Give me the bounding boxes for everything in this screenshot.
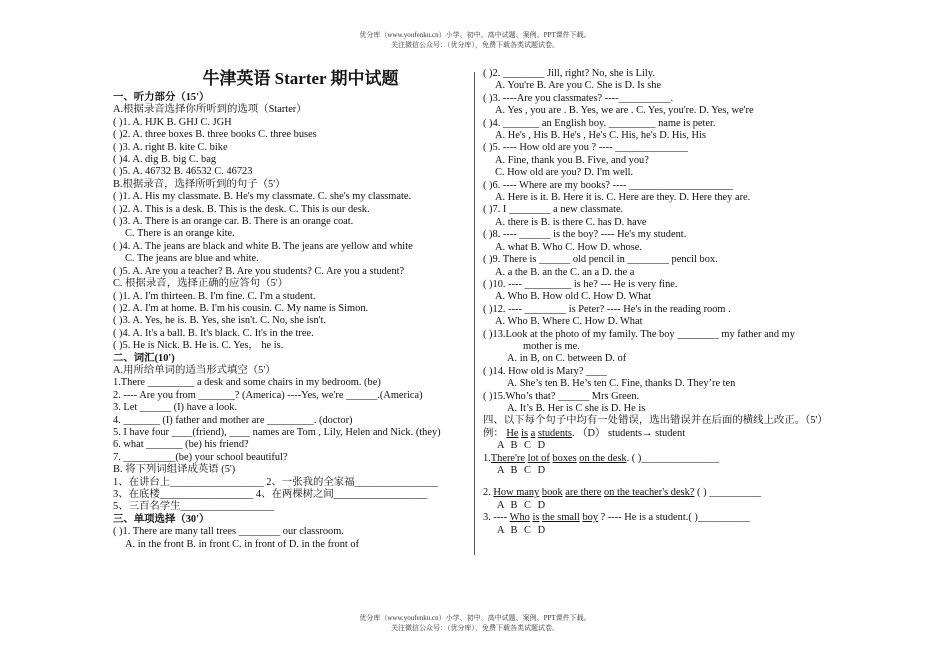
correction-question-2	[483, 487, 843, 499]
question-line: 3. Let ______ (I) have a look.	[113, 402, 238, 414]
question-line: 2. ---- Are you from _______? (America) ----Yes, we're ______.(America)	[113, 389, 423, 401]
option-line: A. Yes , you are . B. Yes, we are . C. Yes, you're. D. Yes, we're	[495, 105, 754, 117]
question-line: ( )5. A. Are you a teacher? B. Are you students? C. Are you a student?	[113, 265, 405, 277]
correction-question-1	[483, 453, 843, 465]
question-line: ( )10. ---- _________ is he? --- He is very fine.	[483, 278, 678, 290]
left-column	[113, 68, 468, 551]
section-four-heading: 四、以下每个句子中均有一处错误，选出错误并在后面的横线上改正。（5'）	[483, 415, 828, 427]
question-line: ( )8. ---- ______ is the boy? ---- He's my student.	[483, 229, 687, 241]
subsection-heading: B.根据录音，选择所听到的句子（5'）	[113, 178, 286, 190]
page-header	[0, 30, 950, 50]
question-line: ( )13.Look at the photo of my family. The boy ________ my father and my	[483, 328, 795, 340]
question-line: ( )2. ________ Jill, right? No, she is Lily.	[483, 68, 655, 79]
subsection-heading: A.根据录音选择你所听到的选项（Starter）	[113, 104, 307, 116]
question-line: ( )4. A. It's a ball. B. It's black. C. It's in the tree.	[113, 327, 314, 339]
error-option-a: There're	[490, 452, 525, 464]
option-line: A. It’s B. Her is C she is D. He is	[507, 402, 646, 414]
section-heading: 二、词汇(10')	[113, 352, 175, 364]
question-line: ( )5. ---- How old are you ? ---- ______________	[483, 142, 688, 154]
answer-blank: . ( )_______________	[626, 452, 720, 464]
question-line: 4. _______ (I) father and mother are _________. (doctor)	[113, 414, 353, 426]
question-number: 2.	[483, 487, 491, 499]
option-line: A. Who B. How old C. How D. What	[495, 291, 652, 303]
question-line: ( )2. A. three boxes B. three books C. three buses	[113, 129, 317, 141]
option-letters: A B C D	[497, 524, 546, 536]
error-option-c: the small	[542, 512, 580, 524]
question-line: ( )3. A. There is an orange car. B. There is an orange coat.	[113, 216, 354, 228]
error-option-d: on the teacher's desk?	[603, 487, 695, 499]
question-line: 1.There _________ a desk and some chairs in my bedroom. (be)	[113, 377, 381, 389]
option-line: C. The jeans are blue and white.	[125, 253, 259, 265]
option-letters: A B C D	[497, 465, 546, 476]
footer-line-2: 关注微信公众号：（优分库），免费下载各类试题试卷。	[391, 624, 559, 632]
question-line: ( )4. _______ an English boy. _________ name is peter.	[483, 117, 716, 129]
example-word: students	[537, 427, 572, 439]
error-option-d: boy	[582, 512, 599, 524]
option-line: A. Here is it. B. Here it is. C. Here are they. D. Here they are.	[495, 192, 751, 204]
subsection-heading: A.用所给单词的适当形式填空（5'）	[113, 364, 276, 376]
page-footer	[0, 613, 950, 633]
header-line-1: 优分库（www.youfenku.cn）小学、初中、高中试题、案例、PPT课件下载。	[359, 31, 591, 39]
question-line: ( )4. A. dig B. big C. bag	[113, 154, 217, 166]
error-option-b: lot of	[527, 452, 550, 464]
question-line: 5. I have four ____(friend), ____ names are Tom , Lily, Helen and Nick. (they)	[113, 426, 441, 438]
question-line: 7. __________(be) your school beautiful?	[113, 451, 288, 463]
section-heading: 一、听力部分（15'）	[113, 92, 210, 103]
question-line: ( )3. ----Are you classmates? ----__________.	[483, 92, 674, 104]
question-line: ( )1. A. HJK B. GHJ C. JGH	[113, 116, 232, 128]
option-line: A. You're B. Are you C. She is D. Is she	[495, 80, 662, 92]
question-number: 3. ----	[483, 512, 510, 524]
question-line: ( )5. A. 46732 B. 46532 C. 46723	[113, 166, 253, 178]
question-line: ( )3. A. Yes, he is. B. Yes, she isn't. C. No, she isn't.	[113, 315, 327, 327]
question-continuation: mother is me.	[523, 340, 580, 352]
section-heading: 三、单项选择（30'）	[113, 513, 210, 525]
question-line: ( )4. A. The jeans are black and white B. The jeans are yellow and white	[113, 240, 413, 252]
question-line: ( )15.Who’s that? ______ Mrs Green.	[483, 390, 640, 402]
question-line: ( )6. ---- Where are my books? ---- ____________________	[483, 179, 733, 191]
example-letters: A B C D	[497, 440, 546, 452]
error-option-b: is	[532, 512, 540, 524]
example-line	[483, 428, 843, 440]
option-line: A. in B, on C. between D. of	[507, 353, 627, 365]
error-option-c: are there	[565, 487, 602, 499]
question-line: 5、三百名学生__________________	[113, 501, 275, 513]
question-line: 3、在底楼__________________ 4、在两棵树之间__________________	[113, 489, 428, 500]
question-line: ( )2. A. This is a desk. B. This is the desk. C. This is our desk.	[113, 203, 370, 215]
answer-blank: ( ) __________	[694, 487, 762, 499]
example-answer: . （D） students→ student	[571, 427, 686, 439]
error-option-a: Who	[509, 512, 530, 524]
option-line: C. How old are you? D. I'm well.	[495, 167, 634, 179]
error-option-a: How many	[493, 487, 540, 499]
example-word: He	[506, 427, 519, 439]
question-line: ( )12. ---- ________ is Peter? ---- He's in the reading room .	[483, 303, 731, 315]
option-line: A. Who B. Where C. How D. What	[495, 316, 643, 328]
error-option-b: book	[541, 487, 563, 499]
exam-title: 牛津英语 Starter 期中试题	[202, 69, 399, 88]
option-letters: A B C D	[497, 499, 546, 511]
correction-question-3	[483, 512, 843, 524]
option-line: C. There is an orange kite.	[125, 228, 235, 240]
question-line: ( )14. How old is Mary? ____	[483, 365, 607, 377]
question-line: ( )1. A. I'm thirteen. B. I'm fine. C. I'm a student.	[113, 290, 316, 302]
right-column	[483, 68, 843, 537]
question-line: ( )2. A. I'm at home. B. I'm his cousin. C. My name is Simon.	[113, 302, 369, 314]
subsection-heading: C. 根据录音，选择正确的应答句（5'）	[113, 278, 289, 290]
option-line: A. there is B. is there C. has D. have	[495, 216, 647, 228]
error-option-c: boxes	[552, 452, 577, 464]
question-line: ( )1. There are many tall trees ________ our classroom.	[113, 526, 344, 538]
option-line: A. a the B. an the C. an a D. the a	[495, 266, 635, 278]
option-line: A. in the front B. in front C. in front of D. in the front of	[125, 538, 360, 550]
question-line: 1、在讲台上__________________ 2、一张我的全家福________________	[113, 476, 438, 488]
error-option-d: on the desk	[579, 452, 627, 464]
example-word: a	[530, 427, 536, 439]
option-line: A. He's , His B. He's , He's C. His, he's D. His, His	[495, 130, 706, 142]
question-line: 6. what _______ (be) his friend?	[113, 439, 249, 451]
header-line-2: 关注微信公众号：（优分库），免费下载各类试题试卷。	[391, 41, 559, 49]
option-line: A. She’s ten B. He’s ten C. Fine, thanks D. They’re ten	[507, 378, 736, 390]
spacer	[483, 477, 843, 487]
footer-line-1: 优分库（www.youfenku.cn）小学、初中、高中试题、案例、PPT课件下载。	[359, 614, 591, 622]
question-line: ( )7. I ________ a new classmate.	[483, 204, 624, 216]
answer-blank: ? ---- He is a student.( )__________	[598, 512, 750, 524]
question-line: ( )3. A. right B. kite C. bike	[113, 141, 228, 153]
question-line: ( )5. He is Nick. B. He is. C. Yes， he is.	[113, 340, 284, 352]
question-line: ( )9. There is ______ old pencil in ________ pencil box.	[483, 254, 718, 266]
question-number: 1.	[483, 452, 491, 464]
option-line: A. Fine, thank you B. Five, and you?	[495, 154, 649, 166]
question-line: ( )1. A. His my classmate. B. He's my classmate. C. she's my classmate.	[113, 191, 412, 203]
subsection-heading: B. 将下列词组译成英语 (5')	[113, 464, 236, 476]
option-line: A. what B. Who C. How D. whose.	[495, 241, 643, 253]
example-word: is	[521, 427, 529, 439]
example-prefix: 例：	[483, 427, 504, 439]
column-divider	[474, 72, 475, 555]
